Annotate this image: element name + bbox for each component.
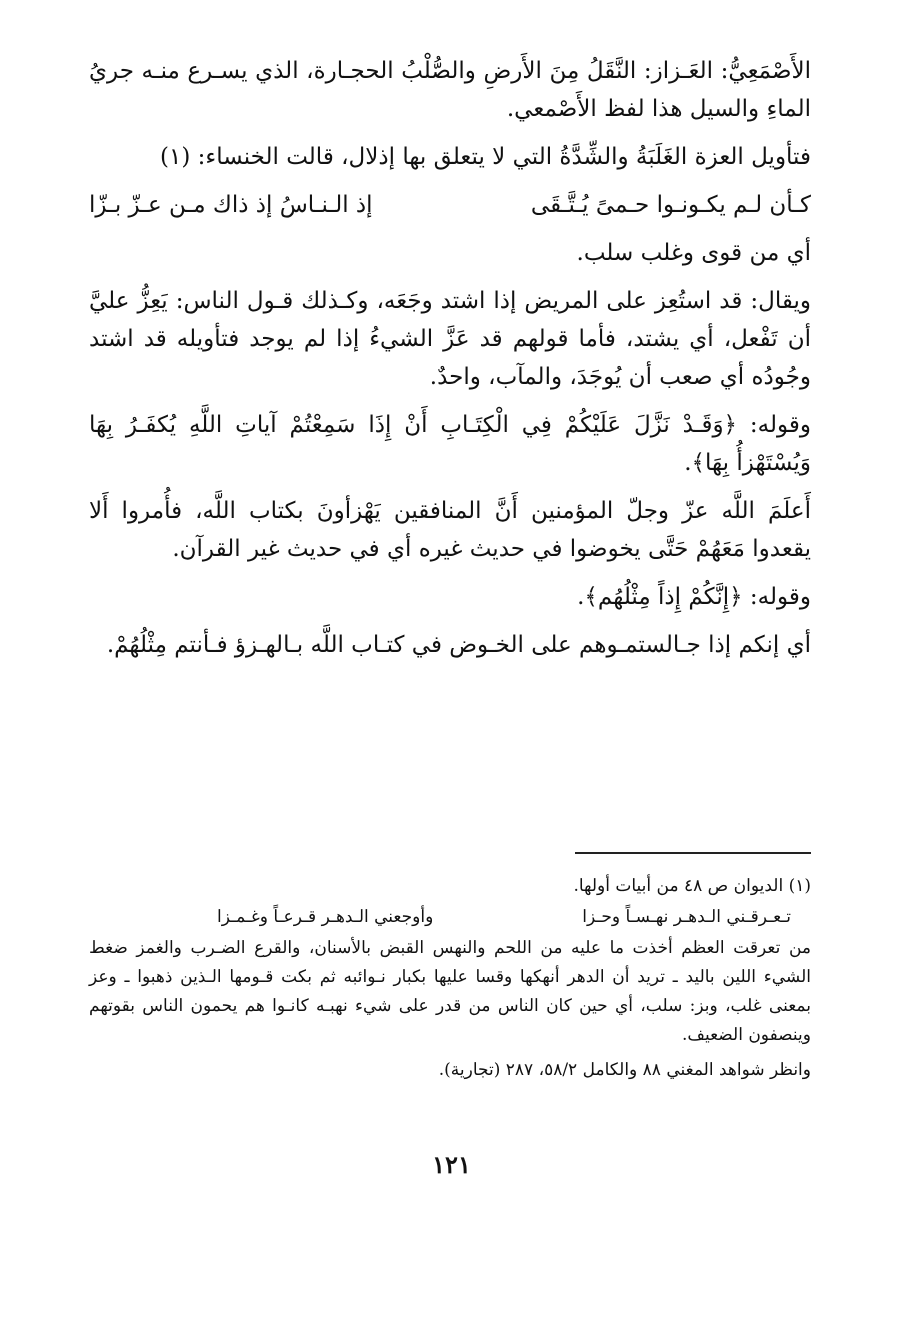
main-text	[89, 52, 811, 674]
paragraph-gloss: أي من قوى وغلب سلب.	[576, 240, 811, 266]
paragraph-yuqal: ويقال: قد استُعِز على المريض إذا اشتد وجَعَه، وكـذلك قـول الناس: يَعِزُّ عليَّ أن تَفْعل، أي يشتد، فأما قولهم قد عَزَّ الشيءُ إذا لم يوجد فتأويله قد اشتد وجُودُه أي صعب أن يُوجَدَ، والمآب، واحدٌ.	[89, 288, 811, 390]
footnotes	[89, 872, 811, 1085]
footnote-verse-first: تـعـرقـني الـدهـر نهـسـاً وحـزا	[582, 907, 791, 927]
paragraph-asmai: الأَصْمَعِيُّ: العَـزاز: النَّقَلُ مِنَ الأَرضِ والصُّلْبُ الحجـارة، الذي يسـرع منـه جريُ الماءِ والسيل هذا لفظ الأَصْمعي.	[89, 58, 811, 122]
paragraph-explanation: أي إنكم إذا جـالستمـوهم على الخـوض في كتـاب اللَّه بـالهـزؤ فـأنتم مِثْلُهُمْ.	[106, 632, 811, 658]
page-number: ١٢١	[432, 1150, 471, 1179]
poetry-verse	[89, 186, 811, 224]
footnote-line-1: (١) الديوان ص ٤٨ من أبيات أولها.	[573, 876, 811, 896]
footnote-explanation: من تعرقت العظم أخذت ما عليه من اللحم والنهس القبض بالأسنان، والقرع الضـرب والغمز ضغط الشيء اللين باليد ـ تريد أن الدهر أنهكها وقسا عليها بكبار نـوائبه ثم بكت قـومها الـذين ذهبوا ـ وعز بمعنى غلب، وبز: سلب، أي حين كان الناس من قدر على شيء نهبـه كانـوا هم يحمون الناس بقوتهم وينصفون الضعيف.	[89, 938, 811, 1045]
footnote-verse-second: وأوجعني الـدهـر قـرعـاً وغـمـزا	[217, 907, 434, 927]
footnote-verse	[89, 903, 811, 932]
footnote-separator	[575, 852, 811, 854]
paragraph-alama-allah: أَعلَمَ اللَّه عزّ وجلّ المؤمنين أَنَّ المنافقين يَهْزأونَ بكتاب اللَّه، فأُمروا أَلا يقعدوا مَعَهُمْ حَتَّى يخوضوا في حديث غيره أي في حديث غير القرآن.	[89, 498, 811, 562]
paragraph-quran-verse: وقوله: ﴿وَقَـدْ نَزَّلَ عَلَيْكُمْ فِي الْكِتَـابِ أَنْ إِذَا سَمِعْتُمْ آياتِ اللَّهِ يُكفَـرُ بِهَا وَيُسْتَهْزأُ بِهَا﴾.	[89, 412, 811, 476]
paragraph-quran-mithluhum: وقوله: ﴿إِنَّكُمْ إِذاً مِثْلُهُم﴾.	[577, 584, 811, 610]
footnote-reference: وانظر شواهد المغني ٨٨ والكامل ٥٨/٢، ٢٨٧ (تجارية).	[438, 1060, 811, 1080]
verse-second-hemistich: إذ الـنـاسُ إذ ذاك مـن عـزّ بـزّا	[89, 192, 373, 218]
verse-first-hemistich: كـأن لـم يكـونـوا حـمىً يُـتَّـقَى	[530, 192, 811, 218]
paragraph-taweel-izza: فتأويل العزة الغَلَبَةُ والشِّدَّةُ التي لا يتعلق بها إذلال، قالت الخنساء: (١)	[160, 144, 811, 170]
